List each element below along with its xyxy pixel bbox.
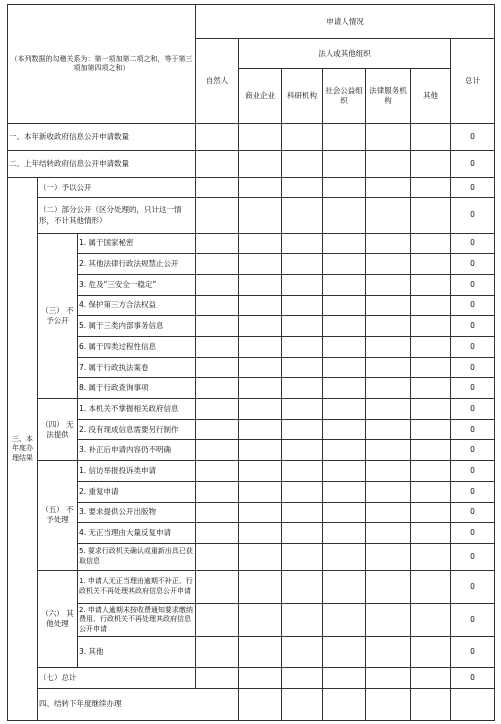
empty-cell (323, 419, 366, 440)
empty-cell (282, 274, 323, 295)
empty-cell (282, 177, 323, 198)
total-cell: 0 (451, 543, 495, 570)
empty-cell (196, 481, 239, 502)
section-carry-next: 四、结转下年度继续办理 (38, 688, 239, 720)
empty-cell (282, 357, 323, 378)
empty-cell (411, 254, 451, 275)
commercial-header: 商业企业 (239, 69, 282, 124)
total-cell: 0 (451, 198, 495, 233)
empty-cell (196, 274, 239, 295)
empty-cell (239, 603, 282, 636)
empty-cell (196, 198, 239, 233)
row-label: 2. 其他法律行政法规禁止公开 (78, 254, 196, 275)
total-cell: 0 (451, 502, 495, 523)
empty-cell (282, 570, 323, 603)
empty-cell (282, 337, 323, 358)
total-cell: 0 (451, 274, 495, 295)
empty-cell (323, 543, 366, 570)
row-label: 2. 没有现成信息需要另行制作 (78, 419, 196, 440)
row-label: 6. 属于四类过程性信息 (78, 337, 196, 358)
row-label: 4. 保护第三方合法权益 (78, 295, 196, 316)
total-cell: 0 (451, 295, 495, 316)
empty-cell (366, 668, 411, 689)
row-label: 8. 属于行政查询事项 (78, 378, 196, 399)
row-label: 2. 重复申请 (78, 481, 196, 502)
empty-cell (196, 440, 239, 461)
empty-cell (282, 543, 323, 570)
total-cell: 0 (451, 668, 495, 689)
row-label: 1. 申请人无正当理由逾期不补正、行政机关不再处理其政府信息公开申请 (78, 570, 196, 603)
empty-cell (366, 357, 411, 378)
empty-cell (411, 440, 451, 461)
total-cell: 0 (451, 481, 495, 502)
empty-cell (239, 440, 282, 461)
total-cell: 0 (451, 399, 495, 420)
empty-cell (411, 123, 451, 150)
empty-cell (366, 337, 411, 358)
empty-cell (411, 274, 451, 295)
empty-cell (366, 603, 411, 636)
empty-cell (196, 357, 239, 378)
empty-cell (411, 668, 451, 689)
empty-cell (411, 502, 451, 523)
empty-cell (323, 668, 366, 689)
empty-cell (282, 440, 323, 461)
empty-cell (323, 254, 366, 275)
empty-cell (282, 123, 323, 150)
row-label: 4. 无正当理由大量反复申请 (78, 523, 196, 544)
empty-cell (196, 637, 239, 668)
total-cell: 0 (451, 603, 495, 636)
empty-cell (239, 123, 282, 150)
empty-cell (239, 198, 282, 233)
empty-cell (239, 337, 282, 358)
empty-cell (282, 399, 323, 420)
total-cell: 0 (451, 123, 495, 150)
empty-cell (411, 150, 451, 177)
total-header: 总计 (451, 39, 495, 124)
empty-cell (196, 123, 239, 150)
empty-cell (239, 177, 282, 198)
row-label: 1. 本机关不掌握相关政府信息 (78, 399, 196, 420)
empty-cell (411, 316, 451, 337)
empty-cell (366, 177, 411, 198)
empty-cell (239, 481, 282, 502)
empty-cell (411, 177, 451, 198)
empty-cell (411, 337, 451, 358)
legal-org-header: 法人或其他组织 (239, 39, 451, 69)
research-header: 科研机构 (282, 69, 323, 124)
result-total: （七）总计 (38, 668, 196, 689)
empty-cell (239, 543, 282, 570)
empty-cell (282, 316, 323, 337)
row-label: 2. 申请人逾期未按收费通知要求缴纳费用、行政机关不再处理其政府信息公开申请 (78, 603, 196, 636)
section-new-requests: 一、本年新收政府信息公开申请数量 (8, 123, 196, 150)
empty-cell (366, 440, 411, 461)
empty-cell (323, 688, 366, 720)
total-cell: 0 (451, 523, 495, 544)
empty-cell (411, 295, 451, 316)
empty-cell (323, 399, 366, 420)
result-not-public: （三） 不予公开 (38, 233, 78, 399)
empty-cell (323, 198, 366, 233)
total-cell: 0 (451, 440, 495, 461)
empty-cell (323, 295, 366, 316)
section-carried-over: 二、上年结转政府信息公开申请数量 (8, 150, 196, 177)
result-cannot-provide: （四） 无法提供 (38, 399, 78, 461)
empty-cell (239, 150, 282, 177)
empty-cell (196, 378, 239, 399)
empty-cell (196, 177, 239, 198)
empty-cell (239, 295, 282, 316)
empty-cell (323, 274, 366, 295)
empty-cell (282, 461, 323, 482)
total-cell: 0 (451, 233, 495, 254)
total-cell: 0 (451, 357, 495, 378)
empty-cell (282, 668, 323, 689)
empty-cell (196, 603, 239, 636)
empty-cell (239, 570, 282, 603)
result-partial: （二）部分公开（区分处理的，只计这一情形，不计其他情形） (38, 198, 196, 233)
empty-cell (323, 357, 366, 378)
empty-cell (196, 523, 239, 544)
section-results: 三、本年度办理结果 (8, 177, 38, 720)
empty-cell (323, 440, 366, 461)
empty-cell (196, 668, 239, 689)
gov-info-disclosure-table (7, 4, 495, 721)
empty-cell (323, 637, 366, 668)
empty-cell (282, 419, 323, 440)
empty-cell (366, 570, 411, 603)
empty-cell (411, 688, 451, 720)
empty-cell (323, 502, 366, 523)
empty-cell (239, 357, 282, 378)
empty-cell (411, 523, 451, 544)
row-label: 7. 属于行政执法案卷 (78, 357, 196, 378)
empty-cell (366, 295, 411, 316)
applicant-status-header: 申请人情况 (196, 5, 495, 39)
empty-cell (366, 543, 411, 570)
empty-cell (366, 399, 411, 420)
empty-cell (366, 502, 411, 523)
empty-cell (411, 570, 451, 603)
empty-cell (323, 177, 366, 198)
social-welfare-header: 社会公益组织 (323, 69, 366, 124)
total-cell: 0 (451, 378, 495, 399)
empty-cell (239, 637, 282, 668)
empty-cell (366, 481, 411, 502)
total-cell: 0 (451, 461, 495, 482)
empty-cell (239, 399, 282, 420)
empty-cell (323, 570, 366, 603)
empty-cell (366, 233, 411, 254)
empty-cell (239, 233, 282, 254)
empty-cell (323, 337, 366, 358)
result-other-handling: （六） 其他处理 (38, 570, 78, 667)
empty-cell (239, 688, 282, 720)
empty-cell (366, 274, 411, 295)
empty-cell (366, 198, 411, 233)
empty-cell (451, 688, 495, 720)
empty-cell (196, 570, 239, 603)
empty-cell (366, 688, 411, 720)
empty-cell (366, 523, 411, 544)
empty-cell (196, 419, 239, 440)
row-label: 1. 属于国家秘密 (78, 233, 196, 254)
empty-cell (196, 233, 239, 254)
empty-cell (282, 254, 323, 275)
empty-cell (282, 198, 323, 233)
row-label: 5. 要求行政机关确认或重新出具已获取信息 (78, 543, 196, 570)
empty-cell (239, 419, 282, 440)
empty-cell (411, 543, 451, 570)
empty-cell (239, 274, 282, 295)
legal-service-header: 法律服务机构 (366, 69, 411, 124)
empty-cell (239, 378, 282, 399)
empty-cell (196, 254, 239, 275)
empty-cell (282, 688, 323, 720)
empty-cell (282, 603, 323, 636)
empty-cell (282, 481, 323, 502)
empty-cell (323, 150, 366, 177)
empty-cell (239, 523, 282, 544)
empty-cell (411, 481, 451, 502)
empty-cell (323, 523, 366, 544)
empty-cell (282, 502, 323, 523)
empty-cell (196, 399, 239, 420)
empty-cell (239, 461, 282, 482)
empty-cell (196, 337, 239, 358)
empty-cell (282, 150, 323, 177)
row-label: 3. 其他 (78, 637, 196, 668)
empty-cell (196, 295, 239, 316)
empty-cell (196, 502, 239, 523)
empty-cell (239, 502, 282, 523)
total-cell: 0 (451, 637, 495, 668)
empty-cell (239, 316, 282, 337)
empty-cell (239, 254, 282, 275)
total-cell: 0 (451, 337, 495, 358)
empty-cell (411, 461, 451, 482)
empty-cell (411, 637, 451, 668)
empty-cell (196, 543, 239, 570)
row-label: 3. 危及“三安全一稳定” (78, 274, 196, 295)
total-cell: 0 (451, 254, 495, 275)
empty-cell (323, 461, 366, 482)
empty-cell (323, 378, 366, 399)
empty-cell (366, 254, 411, 275)
empty-cell (323, 316, 366, 337)
row-label: 5. 属于三类内部事务信息 (78, 316, 196, 337)
other-header: 其他 (411, 69, 451, 124)
row-label: 1. 信访举报投诉类申请 (78, 461, 196, 482)
total-cell: 0 (451, 316, 495, 337)
total-cell: 0 (451, 150, 495, 177)
empty-cell (411, 419, 451, 440)
row-label: 3. 要求提供公开出版物 (78, 502, 196, 523)
empty-cell (239, 668, 282, 689)
empty-cell (411, 378, 451, 399)
empty-cell (366, 316, 411, 337)
empty-cell (411, 399, 451, 420)
empty-cell (282, 233, 323, 254)
empty-cell (282, 523, 323, 544)
empty-cell (282, 637, 323, 668)
empty-cell (366, 123, 411, 150)
empty-cell (196, 316, 239, 337)
empty-cell (411, 233, 451, 254)
result-not-processed: （五） 不予处理 (38, 461, 78, 571)
empty-cell (323, 123, 366, 150)
empty-cell (323, 603, 366, 636)
empty-cell (366, 419, 411, 440)
total-cell: 0 (451, 419, 495, 440)
empty-cell (366, 461, 411, 482)
empty-cell (366, 150, 411, 177)
total-cell: 0 (451, 570, 495, 603)
empty-cell (196, 150, 239, 177)
empty-cell (411, 357, 451, 378)
empty-cell (411, 198, 451, 233)
empty-cell (366, 637, 411, 668)
row-label: 3. 补正后申请内容仍不明确 (78, 440, 196, 461)
result-public: （一）予以公开 (38, 177, 196, 198)
empty-cell (323, 481, 366, 502)
empty-cell (282, 295, 323, 316)
column-note: （本列数据的勾稽关系为：第一项加第二项之和，等于第三项加第四项之和） (8, 5, 196, 124)
natural-person-header: 自然人 (196, 39, 239, 124)
empty-cell (323, 233, 366, 254)
empty-cell (411, 603, 451, 636)
empty-cell (366, 378, 411, 399)
empty-cell (282, 378, 323, 399)
total-cell: 0 (451, 177, 495, 198)
empty-cell (196, 461, 239, 482)
